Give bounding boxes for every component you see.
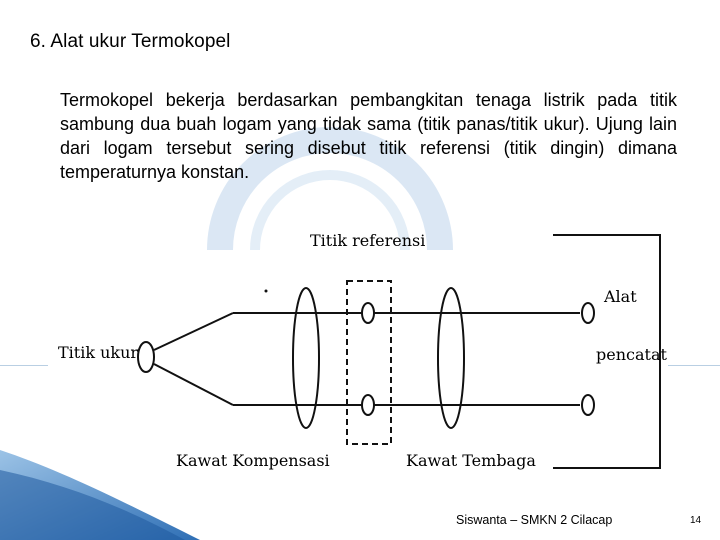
reference-terminal-lower bbox=[362, 395, 374, 415]
label-kawat-tembaga: Kawat Tembaga bbox=[406, 451, 536, 470]
scan-dot bbox=[265, 290, 268, 293]
label-pencatat: pencatat bbox=[596, 345, 667, 364]
reference-terminal-upper bbox=[362, 303, 374, 323]
measuring-junction bbox=[138, 342, 154, 372]
wire-lower-compensation bbox=[154, 364, 233, 405]
body-paragraph: Termokopel bekerja berdasarkan pembangkitan tenaga listrik pada titik sambung dua buah logam yang tidak sama (titik panas/titik ukur). Ujung lain dari logam tersebut sering disebut titik referensi (titik dingin) dimana temperaturnya konstan. bbox=[60, 90, 677, 182]
label-kawat-kompensasi: Kawat Kompensasi bbox=[176, 451, 330, 470]
label-alat: Alat bbox=[604, 287, 637, 306]
recorder-terminal-upper bbox=[582, 303, 594, 323]
wire-upper-compensation bbox=[154, 313, 233, 350]
decorative-line-right bbox=[668, 365, 720, 366]
recorder-terminal-lower bbox=[582, 395, 594, 415]
page-number: 14 bbox=[690, 515, 702, 526]
footer-author: Siswanta – SMKN 2 Cilacap bbox=[456, 513, 613, 527]
slide-title: 6. Alat ukur Termokopel bbox=[30, 31, 231, 52]
compensation-sleeve bbox=[293, 288, 319, 428]
label-titik-referensi: Titik referensi bbox=[310, 231, 426, 250]
label-titik-ukur: Titik ukur bbox=[58, 343, 139, 362]
copper-sleeve bbox=[438, 288, 464, 428]
decorative-line-left bbox=[0, 365, 48, 366]
thermocouple-diagram bbox=[48, 220, 670, 492]
